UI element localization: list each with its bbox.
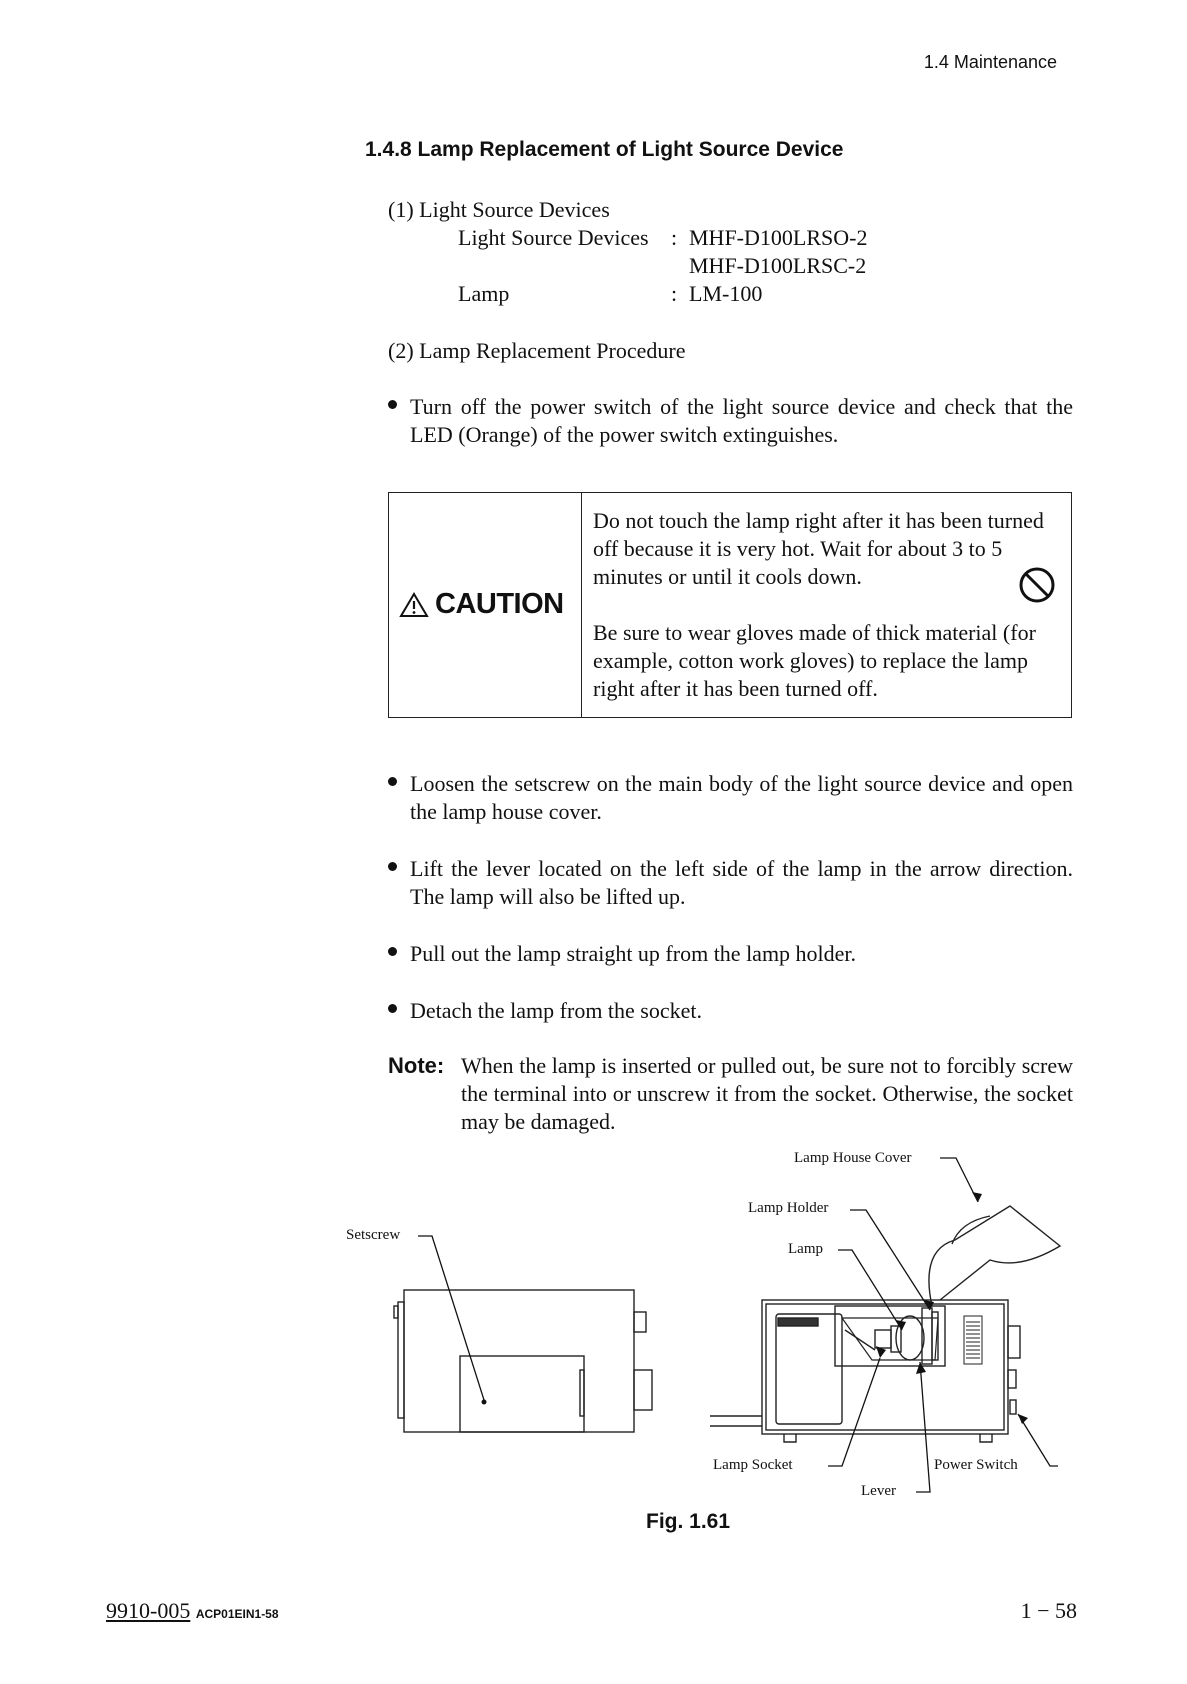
note-text: When the lamp is inserted or pulled out, be sure not to forcibly screw the terminal into or unscrew it from the socket. Otherwise, the socket may be damaged.	[461, 1053, 1073, 1134]
caution-label-text: CAUTION	[435, 588, 564, 620]
note-label: Note:	[388, 1053, 445, 1078]
footer-code: 9910-005	[106, 1598, 191, 1623]
label-lever: Lever	[861, 1483, 896, 1499]
caution-text-2: Be sure to wear gloves made of thick material (for example, cotton work gloves) to replace the lamp right after it has been turned off.	[593, 620, 1036, 701]
procedure-step-3: Lift the lever located on the left side of the lamp in the arrow direction. The lamp will also be lifted up.	[410, 856, 1073, 909]
lamp-house	[835, 1306, 945, 1366]
warning-triangle-icon	[399, 592, 429, 618]
label-setscrew: Setscrew	[346, 1227, 401, 1243]
procedure-heading: (2) Lamp Replacement Procedure	[388, 338, 686, 363]
procedure-step-4: Pull out the lamp straight up from the lamp holder.	[410, 941, 857, 966]
devices-separator: :	[671, 225, 678, 250]
procedure-step-5: Detach the lamp from the socket.	[410, 998, 703, 1023]
device-side-body	[404, 1290, 634, 1432]
bullet-icon	[388, 400, 397, 409]
side-panel	[460, 1356, 584, 1432]
prohibited-icon	[1017, 565, 1057, 605]
procedure-step-1: Turn off the power switch of the light source device and check that the LED (Orange) of the power switch extinguishes.	[410, 394, 1073, 447]
bullet-icon	[388, 947, 397, 956]
figure-illustration	[0, 1130, 1187, 1510]
caution-label	[399, 588, 564, 621]
caution-divider	[581, 493, 582, 717]
lamp-separator: :	[671, 281, 678, 306]
lamp-label: Lamp	[458, 281, 510, 306]
label-power-switch: Power Switch	[934, 1457, 1018, 1473]
bullet-icon	[388, 1004, 397, 1013]
label-lamp-holder: Lamp Holder	[748, 1200, 829, 1216]
figure-caption: Fig. 1.61	[646, 1510, 731, 1533]
bullet-icon	[388, 862, 397, 871]
footer-left	[106, 1597, 279, 1628]
devices-heading: (1) Light Source Devices	[388, 197, 610, 222]
footer-doc-id: ACP01EIN1-58	[195, 1607, 279, 1621]
label-lamp-house-cover: Lamp House Cover	[794, 1150, 912, 1166]
device-model-1: MHF-D100LRSO-2	[689, 225, 868, 250]
device-model-2: MHF-D100LRSC-2	[689, 253, 867, 278]
page-number: 1 − 58	[1020, 1598, 1077, 1623]
devices-label: Light Source Devices	[458, 225, 649, 250]
section-title: 1.4.8 Lamp Replacement of Light Source Device	[365, 138, 844, 161]
caution-text-1: Do not touch the lamp right after it has been turned off because it is very hot. Wait for about 3 to 5 minutes or until it cools down.	[593, 508, 1044, 589]
procedure-step-2: Loosen the setscrew on the main body of the light source device and open the lamp house cover.	[410, 771, 1073, 824]
running-header: 1.4 Maintenance	[923, 52, 1057, 72]
label-lamp-socket: Lamp Socket	[713, 1457, 793, 1473]
lamp-model: LM-100	[689, 281, 763, 306]
caution-box	[388, 492, 1072, 718]
label-lamp: Lamp	[788, 1241, 823, 1257]
bullet-icon	[388, 777, 397, 786]
